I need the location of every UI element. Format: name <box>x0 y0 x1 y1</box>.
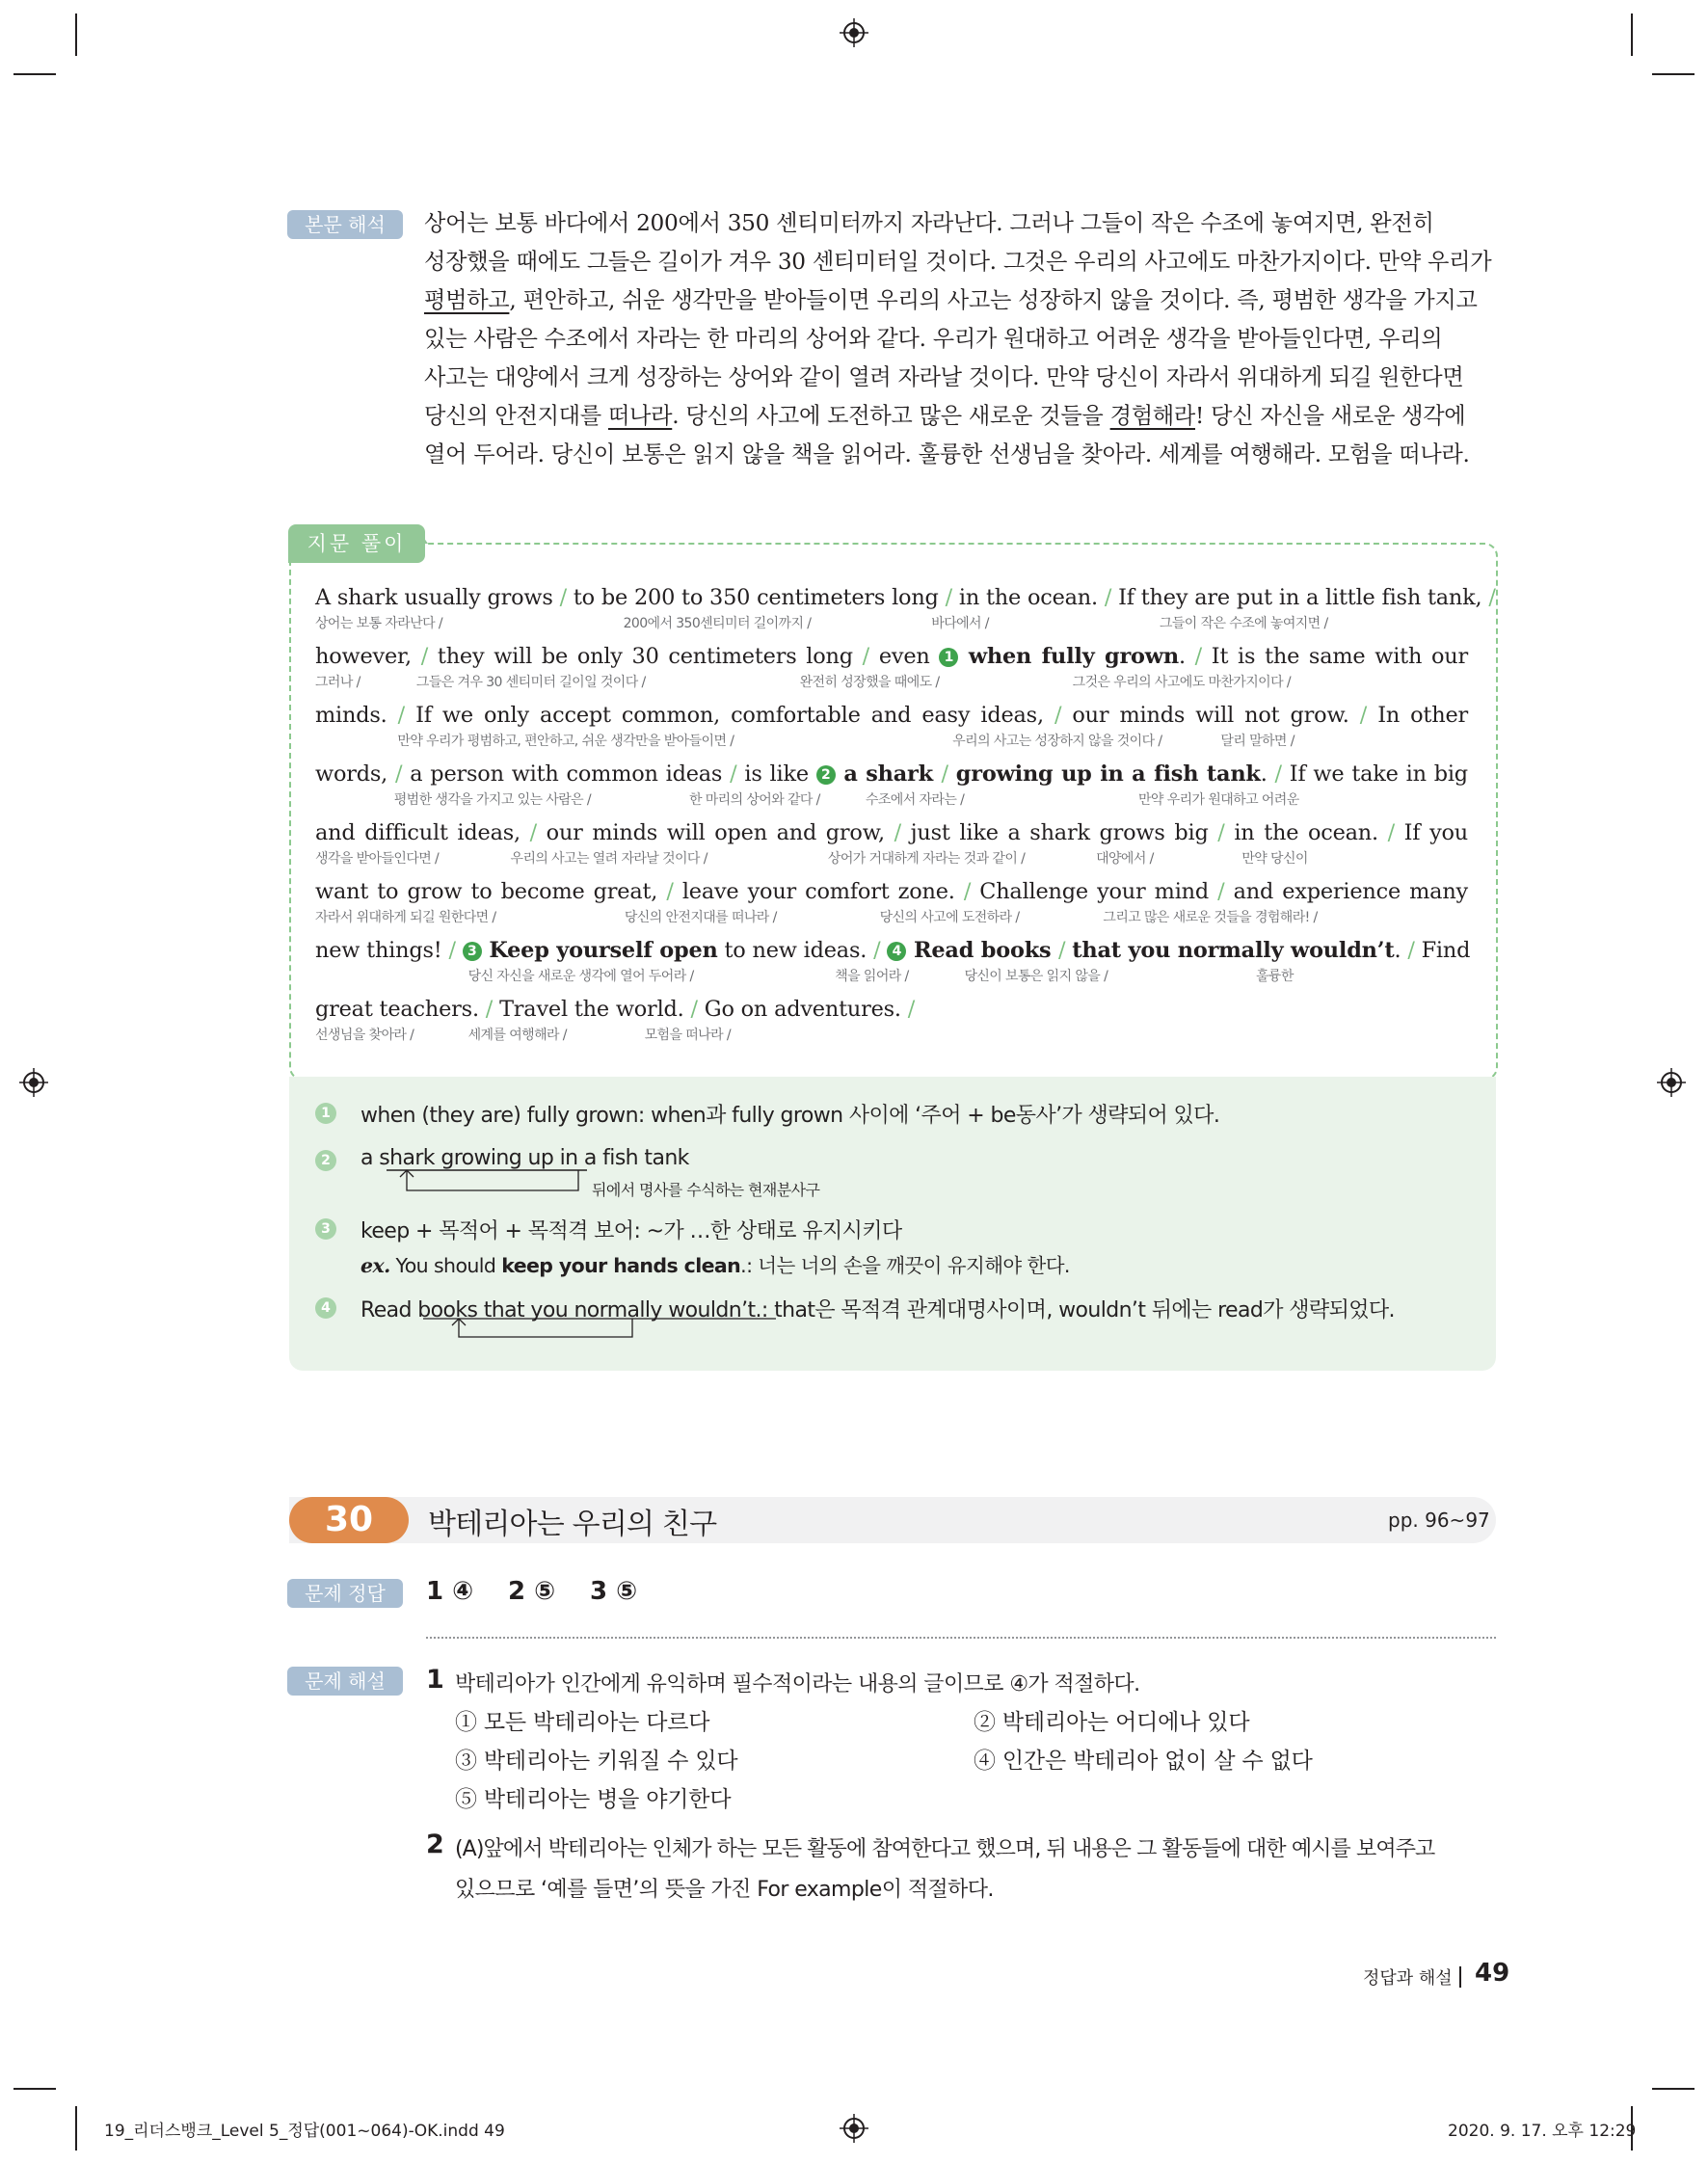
passage-korean-gloss: 모험을 떠나라 / <box>644 1028 731 1043</box>
question-number: 1 <box>426 1665 444 1695</box>
answer-item: 3 ⑤ <box>590 1577 638 1606</box>
registration-mark-icon <box>19 1068 48 1097</box>
translation-text: 경험해라 <box>1109 403 1196 429</box>
chunk-divider: / <box>941 761 956 787</box>
highlighted-phrase: when fully grown <box>958 644 1179 669</box>
translation-text: 성장했을 때에도 그들은 길이가 겨우 30 센티미터일 것이다. 그것은 우리의 사고에도 마찬가지이다. 만약 우리가 <box>424 249 1492 275</box>
passage-text: in the ocean. <box>958 585 1105 610</box>
option-1: ① 모든 박테리아는 다르다 <box>455 1710 710 1735</box>
highlighted-phrase: that you normally wouldn’t <box>1072 938 1395 963</box>
note-marker-icon: 4 <box>887 942 906 961</box>
chunk-divider: / <box>448 938 463 963</box>
page-number: 49 <box>1475 1959 1510 1988</box>
note-number-icon: 1 <box>315 1103 336 1124</box>
chunk-divider: / <box>420 644 438 669</box>
translation-text: . 당신의 사고에 도전하고 많은 새로운 것들을 <box>672 403 1110 429</box>
passage-korean-gloss: 상어가 거대하게 자라는 것과 같이 / <box>827 851 1026 867</box>
chunk-divider: / <box>1194 644 1212 669</box>
passage-korean-gloss: 우리의 사고는 성장하지 않을 것이다 / <box>952 734 1162 749</box>
registration-mark-icon <box>1657 1068 1686 1097</box>
translation-text: 있는 사람은 수조에서 자라는 한 마리의 상어와 같다. 우리가 원대하고 어려운 생각을 받아들인다면, 우리의 <box>424 326 1443 352</box>
passage-text: a person with common ideas <box>410 761 731 787</box>
translation-line <box>424 204 1496 243</box>
passage-text: It is the same with our <box>1211 644 1468 669</box>
passage-korean-gloss: 당신의 안전지대를 떠나라 / <box>624 910 777 925</box>
passage-text: in the ocean. <box>1234 820 1388 845</box>
chunk-divider: / <box>1217 820 1235 845</box>
chunk-divider: / <box>395 761 411 787</box>
answers-tag: 문제 정답 <box>287 1579 403 1608</box>
translation-line <box>424 436 1496 474</box>
question-number: 2 <box>426 1830 444 1859</box>
translation-line <box>424 243 1496 281</box>
highlighted-phrase: a shark <box>835 761 942 787</box>
passage-text: In other <box>1377 703 1469 728</box>
translation-line <box>424 320 1496 359</box>
chunk-divider: / <box>862 644 879 669</box>
passage-korean-gloss: 선생님을 찾아라 / <box>315 1028 414 1043</box>
passage-korean-gloss: 당신이 보통은 읽지 않을 / <box>964 969 1108 984</box>
translation-text: 당신의 안전지대를 <box>424 403 608 429</box>
crop-mark <box>1631 13 1633 56</box>
note-example <box>360 1249 1070 1278</box>
passage-text: . <box>1394 938 1408 963</box>
passage-text: leave your comfort zone. <box>681 879 964 904</box>
translation-text: 열어 두어라. 당신이 보통은 읽지 않을 책을 읽어라. 훌륭한 선생님을 찾아라. 세계를 여행해라. 모험을 떠나라. <box>424 441 1470 468</box>
passage-text: Challenge your mind <box>979 879 1218 904</box>
print-datetime: 2020. 9. 17. 오후 12:29 <box>1448 2122 1637 2141</box>
question-explanation: 박테리아가 인간에게 유익하며 필수적이라는 내용의 글이므로 ④가 적절하다. <box>455 1672 1140 1696</box>
section-number: 30 <box>289 1497 409 1543</box>
highlighted-phrase: growing up in a fish tank <box>955 761 1261 787</box>
passage-korean-gloss: 그들은 겨우 30 센티미터 길이일 것이다 / <box>415 675 646 690</box>
passage-text: they will be only 30 centimeters long <box>437 644 863 669</box>
chunk-divider: / <box>873 938 888 963</box>
relative-pronoun-bracket-icon <box>422 1318 779 1341</box>
chunk-divider: / <box>894 820 911 845</box>
chunk-divider: / <box>397 703 416 728</box>
passage-text: and experience many <box>1233 879 1468 904</box>
translation-body <box>424 204 1496 474</box>
passage-text: If we take in big <box>1289 761 1468 787</box>
highlighted-phrase: Read books <box>906 938 1059 963</box>
chunk-divider: / <box>1054 703 1073 728</box>
example-pre: You should <box>389 1254 502 1277</box>
chunk-divider: / <box>1058 938 1073 963</box>
passage-text: Go on adventures. <box>704 997 908 1022</box>
registration-mark-icon <box>840 18 868 47</box>
registration-mark-icon <box>840 2114 868 2143</box>
passage-korean-gloss: 그러나 / <box>315 675 360 690</box>
passage-text: and difficult ideas, <box>315 820 530 845</box>
chunk-divider: / <box>1104 585 1119 610</box>
passage-english-line <box>315 703 1468 728</box>
note-number-icon: 3 <box>315 1218 336 1240</box>
passage-korean-gloss: 생각을 받아들인다면 / <box>315 851 440 867</box>
passage-korean-gloss: 수조에서 자라는 / <box>865 792 965 808</box>
passage-korean-gloss: 우리의 사고는 열려 자라날 것이다 / <box>510 851 707 867</box>
passage-text: to be 200 to 350 centimeters long <box>573 585 946 610</box>
passage-korean-gloss: 만약 당신이 <box>1241 851 1308 867</box>
chunk-divider: / <box>1274 761 1290 787</box>
example-label: ex. <box>360 1254 390 1277</box>
passage-text: just like a shark grows big <box>910 820 1218 845</box>
translation-tag: 본문 해석 <box>287 210 403 239</box>
chunk-divider: / <box>1387 820 1404 845</box>
passage-korean-gloss: 달리 말하면 / <box>1220 734 1294 749</box>
passage-korean-gloss: 만약 우리가 평범하고, 편안하고, 쉬운 생각만을 받아들이면 / <box>397 734 734 749</box>
passage-korean-gloss: 그것은 우리의 사고에도 마찬가지이다 / <box>1072 675 1291 690</box>
passage-english-line <box>315 820 1468 845</box>
chunk-divider: / <box>730 761 745 787</box>
chunk-divider: / <box>945 585 959 610</box>
answer-item: 1 ④ <box>426 1577 474 1606</box>
translation-text: 평범하고 <box>424 287 510 313</box>
passage-text: minds. <box>315 703 398 728</box>
option-3: ③ 박테리아는 키워질 수 있다 <box>455 1749 738 1774</box>
passage-english-line <box>315 879 1468 904</box>
passage-korean-gloss: 자라서 위대하게 되길 원한다면 / <box>315 910 496 925</box>
chunk-divider: / <box>666 879 682 904</box>
note-subtext: 뒤에서 명사를 수식하는 현재분사구 <box>592 1181 820 1199</box>
passage-korean-gloss: 평범한 생각을 가지고 있는 사람은 / <box>393 792 592 808</box>
passage-korean-gloss: 당신의 사고에 도전하라 / <box>879 910 1020 925</box>
highlighted-phrase: Keep yourself open <box>481 938 718 963</box>
passage-english-line <box>315 644 1468 669</box>
note-text: when (they are) fully grown: when과 fully grown 사이에 ‘주어 + be동사’가 생략되어 있다. <box>360 1104 1220 1128</box>
translation-text: 떠나라 <box>607 403 673 429</box>
page-divider <box>1459 1966 1461 1988</box>
passage-korean-gloss: 한 마리의 상어와 같다 / <box>688 792 820 808</box>
chunk-divider: / <box>559 585 574 610</box>
passage-tab: 지문 풀이 <box>288 524 425 563</box>
crop-mark <box>1652 2088 1695 2090</box>
translation-text: ! 당신 자신을 새로운 생각에 <box>1195 403 1466 429</box>
passage-english-line <box>315 938 1470 963</box>
chunk-divider: / <box>1488 585 1496 610</box>
chunk-divider: / <box>1407 938 1422 963</box>
passage-korean-gloss: 대양에서 / <box>1096 851 1154 867</box>
chunk-divider: / <box>690 997 705 1022</box>
answer-item: 2 ⑤ <box>508 1577 556 1606</box>
chunk-divider: / <box>1217 879 1234 904</box>
passage-english-line <box>315 761 1468 787</box>
passage-text: want to grow to become great, <box>315 879 667 904</box>
chunk-divider: / <box>485 997 500 1022</box>
crop-mark <box>1652 73 1695 75</box>
explanation-tag: 문제 해설 <box>287 1667 403 1696</box>
note-number-icon: 2 <box>315 1150 336 1171</box>
note-marker-icon: 3 <box>463 942 482 961</box>
passage-korean-gloss: 그들이 작은 수조에 놓여지면 / <box>1159 616 1328 631</box>
note-text: Read books that you normally wouldn’t.: that은 목적격 관계대명사이며, wouldn’t 뒤에는 read가 생략되었다. <box>360 1298 1395 1322</box>
crop-mark <box>13 73 56 75</box>
question-explanation: 있으므로 ‘예를 들면’의 뜻을 가진 For example이 적절하다. <box>455 1878 994 1902</box>
passage-text: great teachers. <box>315 997 486 1022</box>
passage-english-line <box>315 585 1496 610</box>
example-post: .: 너는 너의 손을 깨끗이 유지해야 한다. <box>740 1254 1070 1277</box>
passage-text: our minds will open and grow, <box>546 820 894 845</box>
crop-mark <box>75 13 77 56</box>
section-pages: pp. 96~97 <box>1388 1509 1490 1532</box>
note-number-icon: 4 <box>315 1297 336 1319</box>
passage-text: new things! <box>315 938 449 963</box>
passage-korean-gloss: 책을 읽어라 / <box>835 969 909 984</box>
chunk-divider: / <box>1359 703 1378 728</box>
passage-text: If you <box>1403 820 1469 845</box>
translation-line <box>424 397 1496 436</box>
passage-korean-gloss: 만약 우리가 원대하고 어려운 <box>1138 792 1299 808</box>
page-label: 정답과 해설 <box>1363 1968 1453 1989</box>
example-bold: keep your hands clean <box>501 1254 741 1277</box>
translation-text: 상어는 보통 바다에서 200에서 350 센티미터까지 자라난다. 그러나 그들이 작은 수조에 놓여지면, 완전히 <box>424 210 1434 236</box>
passage-korean-gloss: 바다에서 / <box>931 616 989 631</box>
passage-korean-gloss: 훌륭한 <box>1256 969 1294 984</box>
option-5: ⑤ 박테리아는 병을 야기한다 <box>455 1787 732 1812</box>
note-marker-icon: 2 <box>816 765 836 785</box>
passage-text: If they are put in a little fish tank, <box>1118 585 1489 610</box>
passage-korean-gloss: 당신 자신을 새로운 생각에 열어 두어라 / <box>467 969 694 984</box>
translation-line <box>424 281 1496 320</box>
passage-korean-gloss: 상어는 보통 자라난다 / <box>315 616 442 631</box>
passage-text: A shark usually grows <box>315 585 560 610</box>
dotted-divider <box>426 1637 1496 1639</box>
crop-mark <box>13 2088 56 2090</box>
option-2: ② 박테리아는 어디에나 있다 <box>974 1710 1250 1735</box>
passage-korean-gloss: 세계를 여행해라 / <box>467 1028 567 1043</box>
option-4: ④ 인간은 박테리아 없이 살 수 없다 <box>974 1749 1313 1774</box>
passage-text: . <box>1260 761 1275 787</box>
modifier-bracket-icon <box>386 1169 588 1194</box>
passage-text: to new ideas. <box>717 938 874 963</box>
note-text: keep + 목적어 + 목적격 보어: ~가 …한 상태로 유지시키다 <box>360 1219 902 1243</box>
passage-text: our minds will not grow. <box>1072 703 1360 728</box>
passage-text: is like <box>744 761 816 787</box>
note-marker-icon: 1 <box>939 648 958 667</box>
translation-text: 사고는 대양에서 크게 성장하는 상어와 같이 열려 자라날 것이다. 만약 당신이 자라서 위대하게 되길 원한다면 <box>424 364 1464 390</box>
passage-text: even <box>878 644 940 669</box>
chunk-divider: / <box>907 997 916 1022</box>
file-info: 19_리더스뱅크_Level 5_정답(001~064)-OK.indd 49 <box>104 2122 505 2141</box>
passage-text: If we only accept common, comfortable and easy ideas, <box>415 703 1054 728</box>
passage-text: Find <box>1421 938 1471 963</box>
chunk-divider: / <box>529 820 547 845</box>
passage-text: words, <box>315 761 395 787</box>
passage-korean-gloss: 200에서 350센티미터 길이까지 / <box>623 616 812 631</box>
passage-korean-gloss: 완전히 성장했을 때에도 / <box>799 675 940 690</box>
translation-text: , 편안하고, 쉬운 생각만을 받아들이면 우리의 사고는 성장하지 않을 것이다. 즉, 평범한 생각을 가지고 <box>509 287 1478 313</box>
passage-korean-gloss: 그리고 많은 새로운 것들을 경험해라! / <box>1103 910 1318 925</box>
section-title: 박테리아는 우리의 친구 <box>428 1508 717 1541</box>
translation-line <box>424 359 1496 397</box>
passage-text: . <box>1178 644 1195 669</box>
passage-english-line <box>315 997 915 1022</box>
passage-text: Travel the world. <box>499 997 691 1022</box>
passage-text: however, <box>315 644 421 669</box>
chunk-divider: / <box>963 879 980 904</box>
question-explanation: (A)앞에서 박테리아는 인체가 하는 모든 활동에 참여한다고 했으며, 뒤 내용은 그 활동들에 대한 예시를 보여주고 <box>455 1837 1435 1861</box>
crop-mark <box>75 2106 77 2151</box>
note-text: a shark growing up in a fish tank <box>360 1146 689 1170</box>
